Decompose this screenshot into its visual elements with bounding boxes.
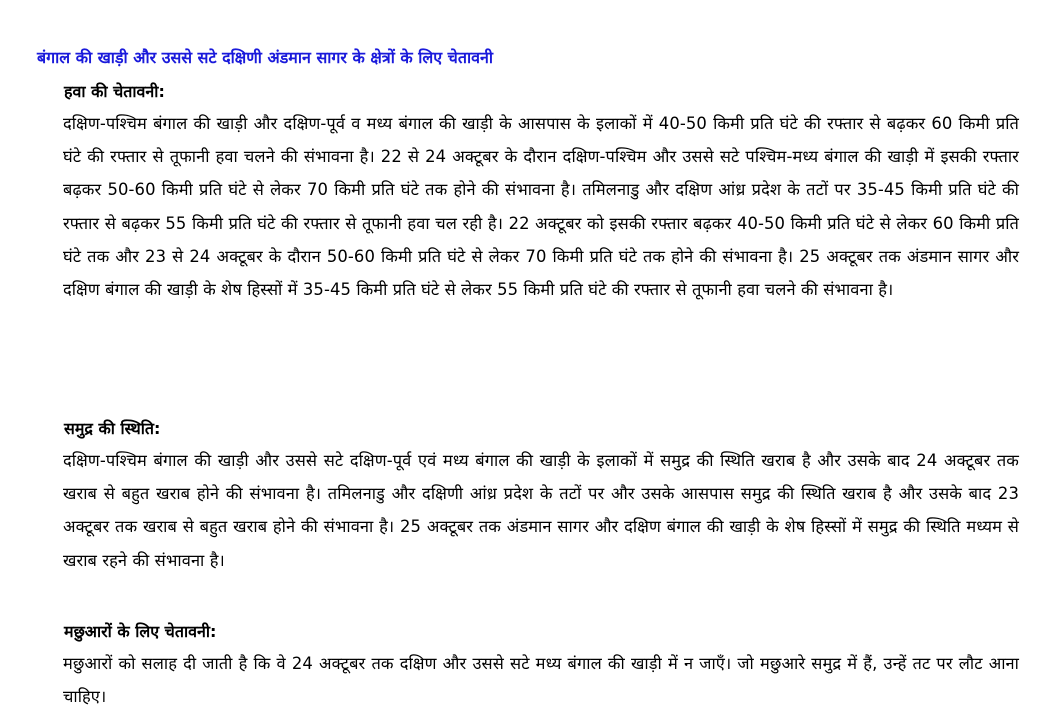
section-body-sea: दक्षिण-पश्चिम बंगाल की खाड़ी और उससे सटे दक्षिण-पूर्व एवं मध्य बंगाल की खाड़ी के इलाकों में समुद्र की स्थिति खराब है और उसके बाद 24 अक्टूबर तक खराब से बहुत खराब होने की संभावना है। तमिलनाडु और दक्षिणी आंध्र प्रदेश के तटों पर और उसके आसपास समुद्र की स्थिति खराब है और उसके बाद 23 अक्टूबर तक खराब से बहुत खराब होने की संभावना है। 25 अक्टूबर तक अंडमान सागर और दक्षिण बंगाल की खाड़ी के शेष हिस्सों में समुद्र की स्थिति मध्यम से खराब रहने की संभावना है। xyxy=(63,451,1019,570)
section-heading-wind: हवा की चेतावनी: xyxy=(64,82,165,101)
section-body-fishermen: मछुआरों को सलाह दी जाती है कि वे 24 अक्टूबर तक दक्षिण और उससे सटे मध्य बंगाल की खाड़ी में न जाएँ। जो मछुआरे समुद्र में हैं, उन्हें तट पर लौट आना चाहिए। xyxy=(63,654,1019,707)
section-fishermen-warning xyxy=(64,617,1019,713)
section-heading-sea: समुद्र की स्थिति: xyxy=(64,419,161,438)
section-sea-condition xyxy=(64,414,1019,577)
section-heading-fishermen: मछुआरों के लिए चेतावनी: xyxy=(64,622,217,641)
section-wind-warning xyxy=(64,77,1019,306)
section-body-wind: दक्षिण-पश्चिम बंगाल की खाड़ी और दक्षिण-पूर्व व मध्य बंगाल की खाड़ी के आसपास के इलाकों में 40-50 किमी प्रति घंटे की रफ्तार से बढ़कर 60 किमी प्रति घंटे की रफ्तार से तूफानी हवा चलने की संभावना है। 22 से 24 अक्टूबर के दौरान दक्षिण-पश्चिम और उससे सटे पश्चिम-मध्य बंगाल की खाड़ी में इसकी रफ्तार बढ़कर 50-60 किमी प्रति घंटे से लेकर 70 किमी प्रति घंटे तक होने की संभावना है। तमिलनाडु और दक्षिण आंध्र प्रदेश के तटों पर 35-45 किमी प्रति घंटे की रफ्तार से बढ़कर 55 किमी प्रति घंटे की रफ्तार से तूफानी हवा चल रही है। 22 अक्टूबर को इसकी रफ्तार बढ़कर 40-50 किमी प्रति घंटे से लेकर 60 किमी प्रति घंटे तक और 23 से 24 अक्टूबर के दौरान 50-60 किमी प्रति घंटे से लेकर 70 किमी प्रति घंटे तक होने की संभावना है। 25 अक्टूबर तक अंडमान सागर और दक्षिण बंगाल की खाड़ी के शेष हिस्सों में 35-45 किमी प्रति घंटे से लेकर 55 किमी प्रति घंटे की रफ्तार से तूफानी हवा चलने की संभावना है। xyxy=(63,114,1019,300)
document-title: बंगाल की खाड़ी और उससे सटे दक्षिणी अंडमान सागर के क्षेत्रों के लिए चेतावनी xyxy=(37,48,494,67)
